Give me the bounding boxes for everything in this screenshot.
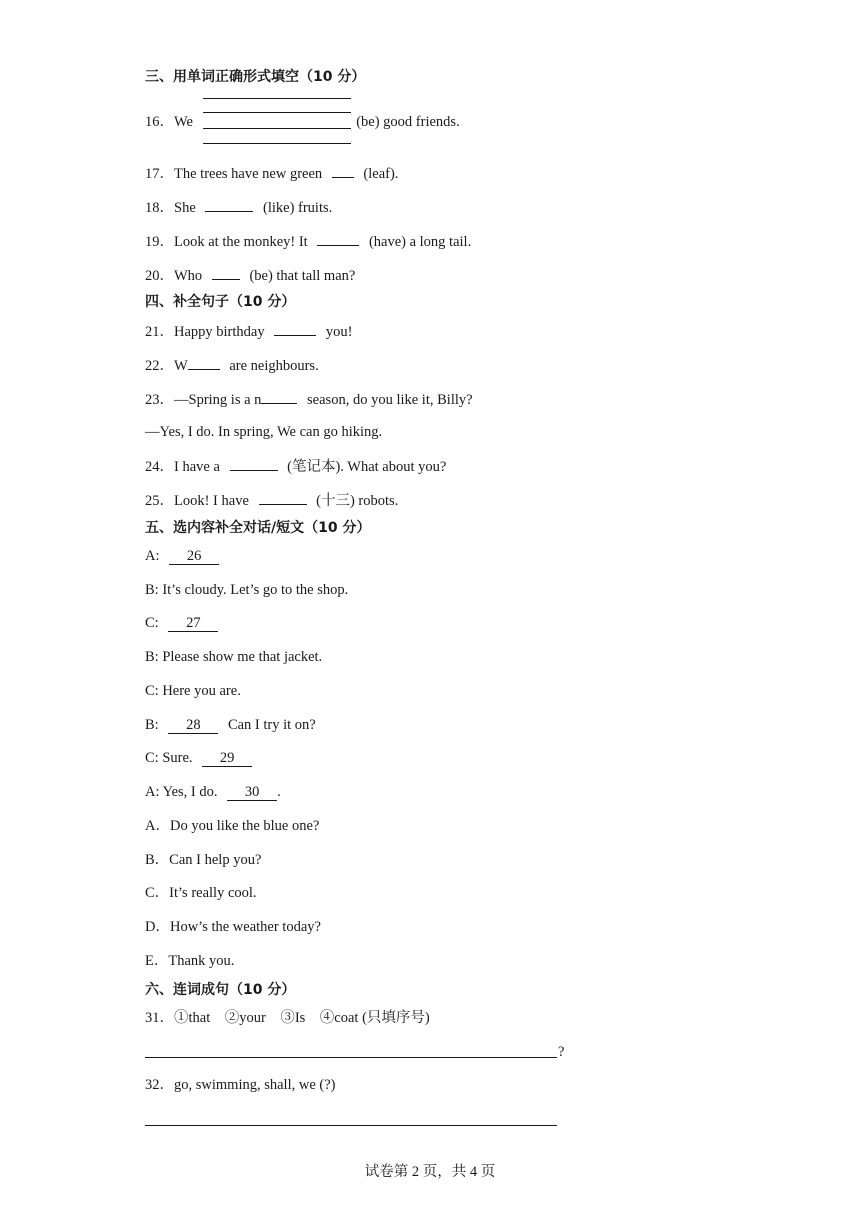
question-text: 23．—Spring is a n — [145, 392, 262, 408]
answer-blank[interactable] — [332, 163, 354, 178]
answer-blank[interactable] — [230, 456, 278, 471]
speaker: A: — [145, 548, 160, 564]
dialog-line-b — [145, 716, 316, 734]
numbered-blank[interactable]: 27 — [168, 615, 218, 632]
question-21 — [145, 321, 352, 341]
question-31: 31．①that ②your ③Is ④coat (只填序号) — [145, 1010, 430, 1026]
option-b: B．Can I help you? — [145, 852, 262, 868]
answer-blank[interactable] — [274, 321, 316, 336]
answer-line[interactable] — [145, 1125, 557, 1126]
dialog-line: B: It’s cloudy. Let’s go to the shop. — [145, 582, 349, 598]
question-20 — [145, 265, 355, 285]
speaker: B: — [145, 717, 159, 733]
question-text: 20．Who — [145, 268, 203, 284]
question-text: 18．She — [145, 200, 196, 216]
section-5-heading: 五、选内容补全对话/短文（10 分） — [145, 520, 371, 536]
question-text: 24．I have a — [145, 459, 220, 475]
question-text: 22．W — [145, 358, 188, 374]
question-hint: (have) a long tail. — [368, 234, 472, 250]
section-4-heading: 四、补全句子（10 分） — [145, 294, 296, 310]
speaker: A: Yes, I do. — [145, 784, 218, 800]
answer-line — [203, 143, 351, 144]
speaker: C: — [145, 615, 159, 631]
option-a: A．Do you like the blue one? — [145, 818, 320, 834]
answer-blank[interactable] — [317, 231, 359, 246]
option-e: E．Thank you. — [145, 953, 235, 969]
numbered-blank[interactable]: 26 — [169, 548, 219, 565]
answer-blank[interactable] — [261, 389, 297, 404]
speaker: C: Sure. — [145, 750, 193, 766]
question-19 — [145, 231, 471, 251]
answer-blank[interactable] — [259, 490, 307, 505]
dialog-line-c2 — [145, 749, 252, 767]
dialog-text: . — [277, 784, 281, 800]
question-text-end: (笔记本). What about you? — [287, 459, 447, 475]
option-d: D．How’s the weather today? — [145, 919, 321, 935]
question-hint: (leaf). — [363, 166, 399, 182]
answer-blank[interactable] — [205, 197, 253, 212]
question-31-end: ? — [558, 1044, 565, 1060]
dialog-line-a — [145, 547, 219, 565]
numbered-blank[interactable]: 28 — [168, 717, 218, 734]
answer-blank[interactable] — [188, 355, 220, 370]
question-18 — [145, 197, 332, 217]
question-25 — [145, 490, 398, 510]
dialog-line: C: Here you are. — [145, 683, 241, 699]
dialog-line-c — [145, 614, 218, 632]
question-hint: (like) fruits. — [263, 200, 333, 216]
dialog-line-a2 — [145, 783, 281, 801]
question-32: 32．go, swimming, shall, we (?) — [145, 1077, 336, 1093]
answer-blank[interactable] — [212, 265, 240, 280]
numbered-blank[interactable]: 29 — [202, 750, 252, 767]
question-hint: (be) that tall man? — [249, 268, 356, 284]
question-text: 21．Happy birthday — [145, 324, 265, 340]
question-text: 17．The trees have new green — [145, 166, 323, 182]
dialog-text: Can I try it on? — [227, 717, 316, 733]
numbered-blank[interactable]: 30 — [227, 784, 277, 801]
section-3-heading: 三、用单词正确形式填空（10 分） — [145, 69, 366, 85]
option-c: C．It’s really cool. — [145, 885, 257, 901]
section-6-heading: 六、连词成句（10 分） — [145, 982, 296, 998]
question-24 — [145, 456, 446, 476]
question-text-end: are neighbours. — [229, 358, 319, 374]
answer-line[interactable] — [145, 1057, 557, 1058]
question-text: 19．Look at the monkey! It — [145, 234, 308, 250]
question-hint: (be) good friends. — [356, 114, 460, 130]
dialog-line: B: Please show me that jacket. — [145, 649, 323, 665]
question-text-end: (十三) robots. — [316, 493, 399, 509]
page-footer: 试卷第 2 页，共 4 页 — [364, 1164, 496, 1180]
question-text: 25．Look! I have — [145, 493, 249, 509]
question-23-answer: —Yes, I do. In spring, We can go hiking. — [145, 424, 383, 440]
question-text: 16．We — [145, 114, 193, 130]
question-22 — [145, 355, 319, 375]
question-text-end: you! — [325, 324, 353, 340]
question-23 — [145, 389, 473, 409]
question-17 — [145, 163, 398, 183]
question-text-end: season, do you like it, Billy? — [307, 392, 473, 408]
answer-line — [203, 98, 351, 99]
